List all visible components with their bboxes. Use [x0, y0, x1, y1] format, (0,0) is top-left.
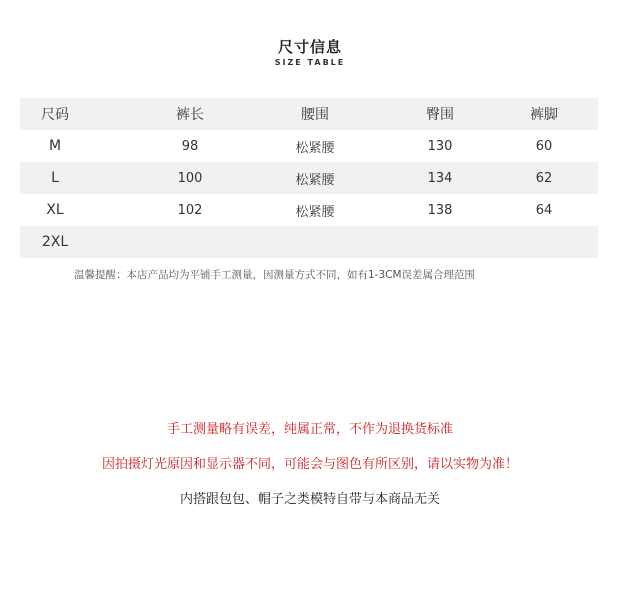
page-title: 尺寸信息 [277, 38, 342, 56]
hip-cell: 130 [427, 138, 453, 154]
column-header-size: 尺码 [41, 107, 69, 123]
column-header-hem: 裤脚 [530, 107, 558, 123]
page-subtitle: SIZE TABLE [274, 58, 346, 67]
hem-cell: 62 [535, 170, 553, 186]
hip-cell: 138 [427, 202, 453, 218]
waist-cell: 松紧腰 [295, 204, 335, 220]
table-row [20, 162, 598, 194]
size-table [20, 98, 598, 258]
disclaimer-color: 因拍摄灯光原因和显示器不同，可能会与图色有所区别，请以实物为准！ [101, 457, 518, 472]
disclaimer-measurement: 手工测量略有误差，纯属正常，不作为退换货标准 [166, 422, 453, 437]
hem-cell: 60 [535, 138, 553, 154]
table-row [20, 194, 598, 226]
waist-cell: 松紧腰 [295, 172, 335, 188]
table-row [20, 130, 598, 162]
hip-cell: 134 [427, 170, 453, 186]
size-cell: L [51, 170, 59, 186]
length-cell: 102 [177, 202, 203, 218]
measurement-note: 温馨提醒：本店产品均为平铺手工测量，因测量方式不同，如有1-3CM误差属合理范围 [74, 269, 476, 281]
length-cell: 98 [181, 138, 199, 154]
disclaimer-accessories: 内搭跟包包、帽子之类模特自带与本商品无关 [179, 492, 440, 507]
length-cell: 100 [177, 170, 203, 186]
column-header-hip: 臀围 [426, 107, 454, 123]
table-header-row [20, 98, 598, 130]
column-header-length: 裤长 [176, 107, 204, 123]
size-cell: 2XL [41, 234, 69, 250]
waist-cell: 松紧腰 [295, 140, 335, 156]
hem-cell: 64 [535, 202, 553, 218]
size-cell: M [48, 138, 62, 154]
table-row [20, 226, 598, 258]
column-header-waist: 腰围 [301, 107, 329, 123]
size-cell: XL [46, 202, 64, 218]
